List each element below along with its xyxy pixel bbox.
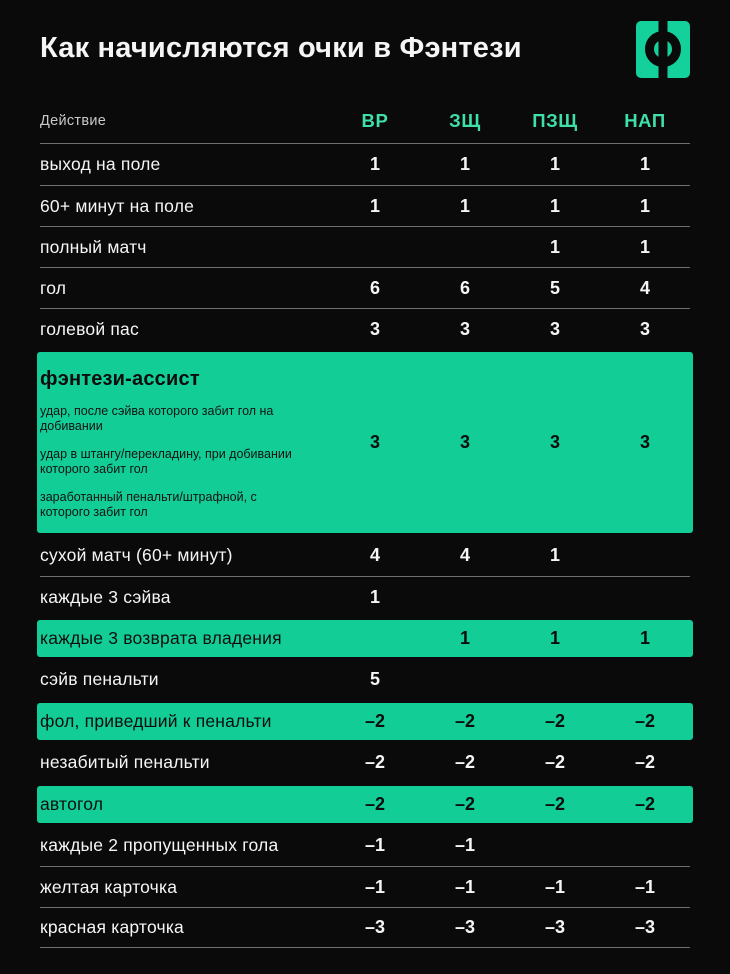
table-row	[40, 267, 690, 308]
points-value: 1	[549, 195, 560, 216]
points-value: –1	[634, 876, 656, 897]
table-row	[40, 659, 690, 700]
row-description: заработанный пенальти/штрафной, с которого забит гол	[40, 489, 257, 519]
points-value: 1	[369, 154, 380, 174]
column-header-midfielder: ПЗЩ	[532, 109, 578, 131]
points-value: –2	[364, 793, 386, 814]
points-value: 4	[369, 545, 380, 565]
row-label-cell	[40, 154, 330, 175]
table-header-row	[40, 98, 690, 144]
row-label-cell	[40, 352, 330, 533]
points-value: –2	[454, 752, 476, 772]
row-label: автогол	[40, 793, 104, 814]
table-row	[40, 308, 690, 349]
points-value: 3	[549, 318, 560, 339]
row-label: фол, приведший к пенальти	[40, 710, 272, 731]
points-value: 1	[639, 195, 650, 216]
points-value: 3	[459, 431, 470, 452]
points-value: –3	[454, 917, 476, 937]
table-row	[40, 742, 690, 783]
points-value: –2	[544, 710, 566, 731]
row-label-cell	[40, 752, 330, 773]
points-value: –2	[634, 752, 656, 772]
points-value: 3	[369, 318, 380, 339]
points-value: 1	[549, 545, 560, 565]
row-description: удар, после сэйва которого забит гол на добивании	[40, 403, 274, 433]
row-label-cell	[40, 711, 330, 732]
points-value: 4	[639, 277, 650, 298]
points-value: –1	[454, 835, 476, 855]
table-row	[40, 144, 690, 185]
row-label: сухой матч (60+ минут)	[40, 545, 233, 565]
table-row	[40, 535, 690, 576]
column-header-defender: ЗЩ	[449, 109, 481, 131]
points-value: 5	[369, 669, 380, 689]
points-value: 1	[369, 195, 380, 216]
row-label: голевой пас	[40, 318, 139, 339]
row-label: гол	[40, 277, 67, 298]
row-label-cell	[40, 628, 330, 649]
points-value: 3	[639, 431, 650, 452]
row-label-cell	[40, 545, 330, 566]
table-row	[37, 620, 693, 657]
points-value: –1	[364, 876, 386, 897]
points-value: 1	[459, 154, 470, 174]
row-label: незабитый пенальти	[40, 752, 210, 772]
points-value: –3	[364, 917, 386, 937]
points-value: 1	[639, 236, 650, 257]
row-label-cell	[40, 669, 330, 690]
fantasy-logo-icon	[636, 21, 690, 78]
points-value: 1	[639, 154, 650, 174]
table-row	[40, 825, 690, 866]
logo-stem-shape	[659, 21, 668, 78]
row-label-cell	[40, 877, 330, 898]
points-value: 6	[459, 277, 470, 298]
points-value: 1	[459, 195, 470, 216]
row-label-cell	[40, 319, 330, 340]
header	[40, 16, 690, 82]
row-label: полный матч	[40, 236, 147, 257]
points-value: 6	[369, 277, 380, 298]
table-row	[40, 907, 690, 948]
points-value: –2	[544, 752, 566, 772]
row-label: сэйв пенальти	[40, 669, 159, 689]
row-label: 60+ минут на поле	[40, 195, 195, 216]
points-value: 1	[459, 627, 470, 648]
column-header-goalkeeper: ВР	[361, 109, 389, 131]
points-value: –2	[634, 710, 656, 731]
points-value: 4	[459, 545, 470, 565]
row-label-cell	[40, 587, 330, 608]
row-label-cell	[40, 278, 330, 299]
points-value: 1	[549, 236, 560, 257]
row-label-cell	[40, 794, 330, 815]
row-label-cell	[40, 237, 330, 258]
table-row	[37, 703, 693, 740]
row-description: удар в штангу/перекладину, при добивании которого забит гол	[40, 446, 292, 476]
row-label: выход на поле	[40, 154, 161, 174]
row-label: каждые 2 пропущенных гола	[40, 835, 279, 855]
row-label: каждые 3 сэйва	[40, 586, 171, 607]
row-label: фэнтези-ассист	[40, 367, 200, 390]
points-value: –3	[544, 917, 566, 937]
points-value: 3	[639, 318, 650, 339]
table-row	[40, 866, 690, 907]
points-value: –1	[544, 876, 566, 897]
table-row	[37, 786, 693, 823]
points-value: –1	[364, 835, 386, 855]
page-title: Как начисляются очки в Фэнтези	[40, 32, 522, 65]
points-value: –2	[454, 710, 476, 731]
points-value: 5	[549, 277, 560, 298]
row-label-cell	[40, 917, 330, 938]
row-label-cell	[40, 196, 330, 217]
points-value: 1	[369, 586, 380, 607]
points-value: –2	[364, 710, 386, 731]
row-label-cell	[40, 835, 330, 856]
row-label: желтая карточка	[40, 876, 178, 897]
points-value: –1	[454, 876, 476, 897]
table-row	[40, 576, 690, 617]
points-value: –2	[544, 793, 566, 814]
column-header-forward: НАП	[624, 109, 666, 131]
points-value: 1	[549, 627, 560, 648]
row-label: красная карточка	[40, 917, 184, 937]
points-value: –3	[634, 917, 656, 937]
points-value: –2	[454, 793, 476, 814]
column-header-action: Действие	[40, 112, 107, 129]
points-value: 3	[549, 431, 560, 452]
table-row	[37, 352, 693, 533]
points-value: 3	[459, 318, 470, 339]
row-label: каждые 3 возврата владения	[40, 627, 282, 648]
points-value: –2	[364, 752, 386, 772]
table-row	[40, 226, 690, 267]
points-value: 1	[639, 627, 650, 648]
table-body	[40, 144, 690, 948]
points-value: 3	[369, 431, 380, 452]
points-value: 1	[549, 154, 560, 174]
points-value: –2	[634, 793, 656, 814]
table-row	[40, 185, 690, 226]
